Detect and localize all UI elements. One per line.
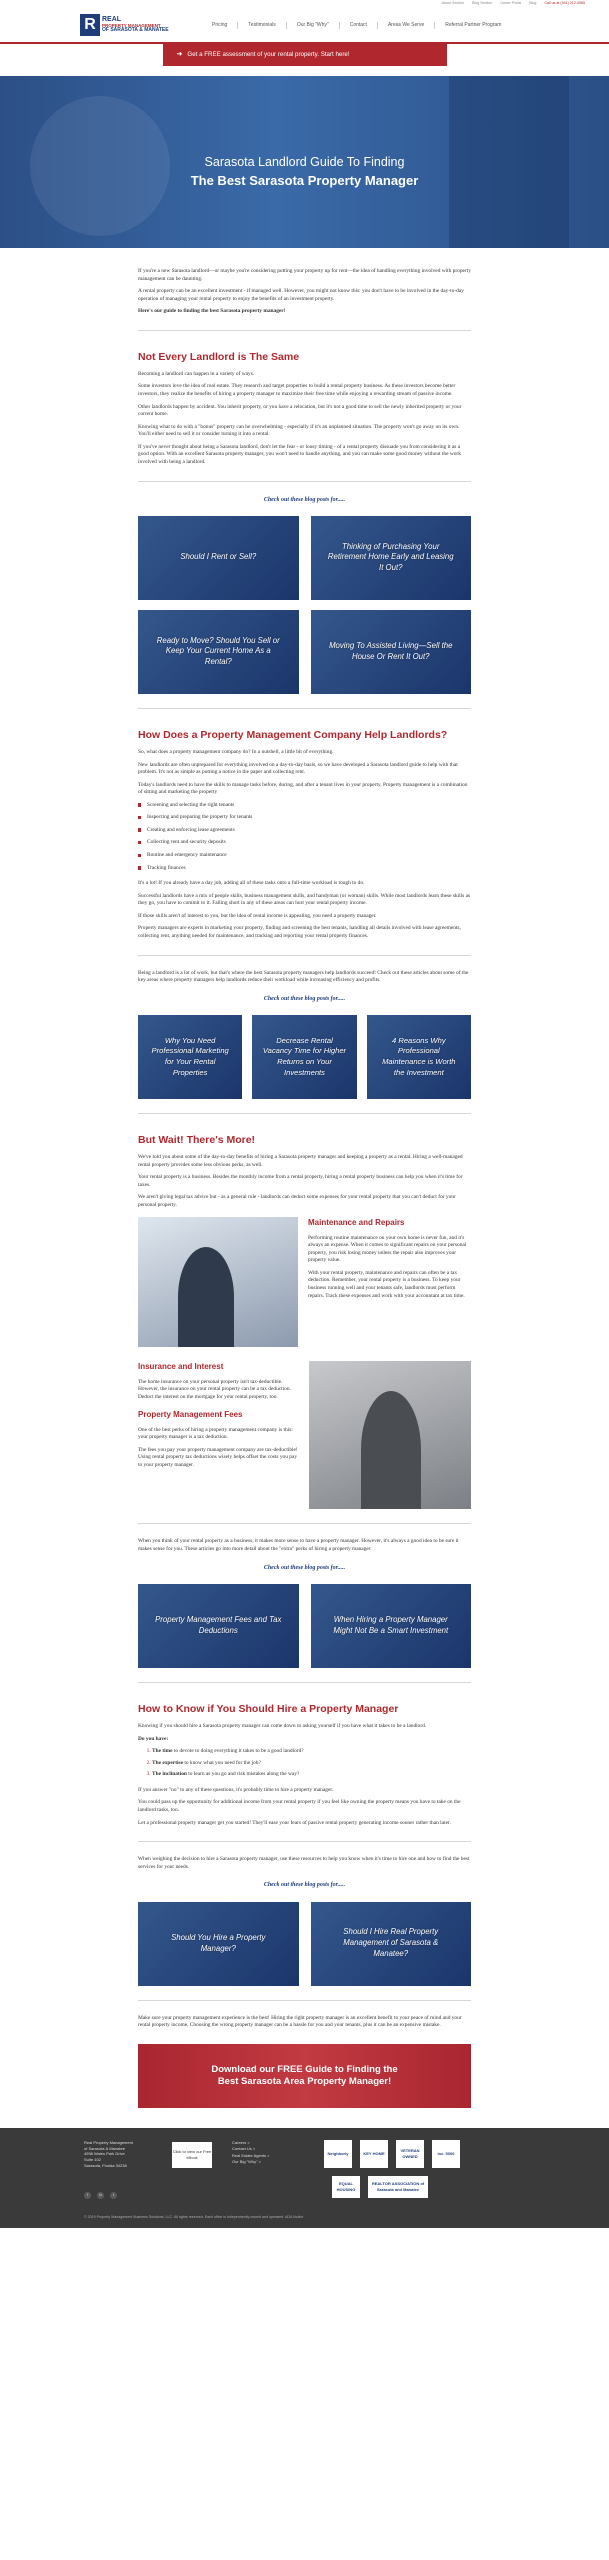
divider [138,481,471,482]
neighborly-badge: Neighborly [324,2140,352,2168]
paragraph: So, what does a property management company do? In a nutshell, a little bit of everything. [138,748,334,755]
equal-housing-icon: EQUAL HOUSING [332,2176,360,2198]
intro [138,268,471,316]
question-text: to devote to doing everything it takes to be a good landlord? [172,1748,304,1755]
subsection-title: Maintenance and Repairs [308,1218,405,1228]
logo-line1: REAL [102,16,122,24]
maintenance-text [308,1217,471,1305]
blog-posts-heading: Check out these blog posts for..... [263,1564,346,1571]
paragraph: Some investors love the idea of real estate. They research and target properties to build a rental property business. As these investors become better investors, they realize the benefits of hiring a property manager to maximize their free time while enjoying a rewarding stream of passive income. [138,383,456,397]
utility-link-about[interactable]: About Section [441,1,465,5]
paragraph: Successful landlords have a mix of people skills, business management skills, and handyman (or woman) skills. While most landlords learn these skills as they go, you have to commit to it. Falling short in any of these areas can hurt your rental property income. [138,892,471,907]
blog-tile[interactable] [311,610,472,694]
blog-tile-title: Property Management Fees and Tax Deductions [155,1615,282,1635]
paragraph: New landlords are often unprepared for everything involved on a day-to-day basis, so we have developed a Sarasota landlord guide to help with that problem. It's not as simple as putting a notice in the paper and collecting rent. [138,761,458,776]
blog-tile[interactable] [138,516,299,600]
paragraph: Other landlords happen by accident. You inherit property, or you have a relocation, but it's not a good time to sell the newly inherited property or your current home. [138,403,462,418]
social-links [84,2192,117,2199]
subsection-title: Insurance and Interest [138,1362,224,1372]
address-line: 4598 Wales Park Drive [84,2151,125,2157]
utility-link-blog-section[interactable]: Blog Section [472,1,493,5]
intro-paragraph: If you're a new Sarasota landlord—or maybe you're considering putting your property up for rent—the idea of handling everything involved with property management can be daunting. [138,268,471,282]
linkedin-icon[interactable]: in [98,2192,103,2198]
blog-tiles [138,516,471,694]
footer-links [232,2140,269,2166]
question-keyword: The expertise [152,1759,183,1766]
list-item: Creating and enforcing lease agreements [138,827,471,835]
paragraph: Performing routine maintenance on your own home is never fun, and it's always an expense. When it comes to significant repairs on your personal property, you risk losing money unless the repair also improves your property value. [308,1234,467,1264]
divider [138,955,471,956]
paragraph: Today's landlords need to have the skills to manage tasks before, during, and after a tenant lives in your property. Property management is a combination of sitting and marketing the property [138,781,468,796]
logo-line3: OF SARASOTA & MANATEE [102,27,169,34]
divider [138,708,471,709]
free-assessment-ribbon[interactable] [163,44,447,66]
question-text: to know what you need for the job? [183,1759,261,1766]
twitter-icon[interactable]: t [110,2192,117,2199]
blog-tile-title: Thinking of Purchasing Your Retirement Home Early and Leasing It Out? [327,541,454,573]
utility-link-owner-portal[interactable]: Owner Portal [500,1,522,5]
blog-tile-title: Should I Hire Real Property Management of Sarasota & Manatee? [343,1927,439,1959]
maintenance-photo [138,1217,298,1347]
paragraph: Do you have: [138,1735,169,1742]
list-item: Collecting rent and security deposits [138,839,471,847]
hero-title-line2: The Best Sarasota Property Manager [190,172,419,188]
footer-address [84,2140,133,2169]
ribbon-text: Get a FREE assessment of your rental property. Start here! [187,50,350,58]
logo-mark: R [80,14,100,36]
intro-paragraph: A rental property can be an excellent investment - if managed well. However, you might not know this: you don't have to be involved in the day-to-day operation of managing your rental property to enjoy the benefits of an investment property. [138,288,464,302]
blog-tile[interactable] [311,516,472,600]
maintenance-block [138,1217,471,1347]
footer-link-contact[interactable]: Contact Us > [232,2146,256,2152]
paragraph: It's a lot! If you already have a day job, adding all of these tasks onto a full-time workload is tough to do. [138,880,365,887]
logo[interactable] [80,14,190,36]
paragraph: With your rental property, maintenance and repairs can often be a tax deduction. Remember, your rental property is a business. To keep your business running well and your tenants safe, landlords must perform repairs. Track these expenses and work with your accountant at tax time. [308,1269,465,1299]
list-item: Routine and emergency maintenance [138,852,471,860]
blog-tile-title: Should You Hire a Property Manager? [171,1932,266,1953]
nav-item-pricing[interactable]: Pricing [202,22,238,29]
list-item: Inspecting and preparing the property for tenants [138,814,471,822]
list-item: Screening and selecting the right tenants [138,802,471,810]
photo-figure [178,1247,234,1347]
download-guide-banner[interactable] [138,2044,471,2108]
paragraph: The home insurance on your personal property isn't tax-deductible. However, the insurance on your rental property can be a tax deduction. Deduct the interest on the mortgage for your rental property, too. [138,1378,291,1400]
nav-item-testimonials[interactable]: Testimonials [238,22,287,29]
blog-tile[interactable] [138,1584,299,1668]
footer-link-agents[interactable]: Real Estate Agents > [232,2152,270,2158]
paragraph: Knowing what to do with a "bonus" property can be overwhelming - especially if it's an unplanned situation. The property won't go away on its own. You'll either need to sell it or consider turning it into a rental. [138,423,460,438]
paragraph: Knowing if you should hire a Sarasota property manager can come down to asking yourself if you have what it takes to be a landlord. [138,1723,427,1730]
paragraph: Being a landlord is a lot of work, but that's where the best Sarasota property managers help landlords succeed! Check out these articles about some of the key areas where property managers help landlords reduce their workload while increasing efficiency and profits. [138,969,469,984]
veteran-owned-badge: VETERAN OWNED [396,2140,424,2168]
utility-bar [0,0,609,8]
list-item [152,1748,471,1756]
section-title: Not Every Landlord is The Same [138,350,300,363]
paragraph: You could pass up the opportunity for additional income from your rental property if you feel like owning the property means you have to take on the landlord tasks, too. [138,1799,461,1813]
paragraph: If those skills aren't of interest to you, but the idea of rental income is appealing, you need a property manager. [138,912,377,919]
blog-tile[interactable] [138,1015,242,1099]
divider [138,2000,471,2001]
paragraph: Make sure your property management experience is the best! Hiring the right property manager is an excellent benefit to your peace of mind and your rental property income. Choosing the wrong property manager can be a hassle for you and your tenants, plus it can be an expensive mistake. [138,2014,462,2029]
intro-paragraph: Here's our guide to finding the best Sarasota property manager! [138,308,286,315]
task-list [138,802,471,872]
address-line: Suite 102 [84,2157,101,2163]
utility-phone[interactable]: Call us at (941) 212-0565 [544,1,585,5]
footer-link-careers[interactable]: Careers > [232,2139,250,2145]
blog-tile-title: 4 Reasons Why Professional Maintenance is Worth the Investment [382,1035,456,1077]
article [138,268,471,2108]
paragraph: Property managers are experts in marketing your property, finding and screening the best tenants, handling all details involved with lease agreements, collecting rent, anything needed for maintenance, and tracking and reporting your rental property finances. [138,925,461,939]
blog-tile-title: Why You Need Professional Marketing for Your Rental Properties [151,1035,229,1077]
download-line1: Download our FREE Guide to Finding the [211,2064,398,2076]
blog-tile[interactable] [311,1902,472,1986]
blog-posts-heading: Check out these blog posts for..... [263,995,346,1002]
blog-tile-title: When Hiring a Property Manager Might Not Be a Smart Investment [333,1615,449,1635]
address-line: Sarasota, Florida 34238 [84,2162,127,2168]
divider [138,1113,471,1114]
paragraph: The fees you pay your property management company are tax-deductible! Using rental property tax deductions wisely helps offset the costs you pay to your property manager. [138,1446,298,1468]
blog-tile[interactable] [138,610,299,694]
hero-title-line1: Sarasota Landlord Guide To Finding [204,155,405,169]
blog-tile-title: Moving To Assisted Living—Sell the House Or Rent It Out? [329,640,453,661]
list-item [152,1760,471,1768]
photo-figure [361,1391,421,1509]
paragraph: Your rental property is a business. Besides the monthly income from a rental property, hiring a rental property business can help you when it's time for taxes. [138,1174,463,1188]
divider [138,1682,471,1683]
insurance-block [138,1353,471,1509]
insurance-photo [309,1361,471,1509]
logo-text [102,16,169,33]
section-title: How to Know if You Should Hire a Property Manager [138,1702,399,1715]
blog-posts-heading: Check out these blog posts for..... [263,1882,346,1889]
blog-tile[interactable] [252,1015,356,1099]
paragraph: We've told you about some of the day-to-day benefits of hiring a Sarasota property manager and keeping a property as a rental. Hiring a well-managed rental property provides some less obvious perks, as well. [138,1154,463,1168]
download-line2: Best Sarasota Area Property Manager! [217,2075,392,2087]
copyright: © 2019 Property Management Business Solutions, LLC. All rights reserved. Each office is independently owned and operated. ADA Notice [84,2214,304,2219]
paragraph: If you've never thought about being a Sarasota landlord, don't let the fear - or lousy timing - of a rental property dissuade you from considering it as a good option. With an excellent Sarasota property manager, you won't need to handle anything, and you can make some good money without the work involved with being a landlord. [138,443,461,465]
divider [138,1523,471,1524]
address-line: Real Property Management [84,2139,133,2145]
nav-item-areas[interactable]: Areas We Serve [378,22,435,29]
address-line: of Sarasota & Manatee [84,2145,125,2151]
question-keyword: The time [152,1748,173,1755]
questions-list [152,1748,471,1779]
nav-item-our-big-why[interactable]: Our Big "Why" [287,22,340,29]
inc-5000-badge: Inc. 5000 [432,2140,460,2168]
paragraph: One of the best perks of hiring a property management company is this: your property manager is a tax deduction. [138,1426,293,1441]
section-title: How Does a Property Management Company Help Landlords? [138,728,448,741]
footer-link-why[interactable]: Our Big "Why" > [232,2158,261,2164]
blog-tile-title: Should I Rent or Sell? [180,552,257,562]
footer-badges [324,2140,460,2168]
arrow-icon: ➜ [176,51,183,59]
site-header [0,8,609,42]
insurance-text [138,1353,299,1474]
paragraph: We aren't giving legal tax advice but - as a general rule - landlords can deduct some expenses for your rental property that you can't deduct for your personal property. [138,1194,456,1208]
divider [138,1841,471,1842]
question-keyword: The inclination [152,1771,187,1778]
key-home-badge: KEY HOME [360,2140,388,2168]
paragraph: Let a professional property manager get you started! They'll ease your fears of passive rental property generating income sooner rather than later. [138,1819,451,1826]
footer-badges-secondary [332,2176,428,2198]
blog-tiles [138,1902,471,1986]
facebook-icon[interactable]: f [84,2192,91,2199]
ebook-button[interactable]: Click to view our Free eBook [172,2142,212,2168]
blog-tile[interactable] [138,1902,299,1986]
subsection-title: Property Management Fees [138,1410,243,1420]
paragraph: When you think of your rental property as a business, it makes more sense to have a property manager. However, it's always a good idea to be sure it makes sense for you. These articles go into more detail about the "extra" perks of hiring a property manager. [138,1538,459,1553]
paragraph: Becoming a landlord can happen in a variety of ways. [138,370,255,377]
site-footer [0,2128,609,2228]
logo-line2: PROPERTY MANAGEMENT [102,22,161,28]
realtor-association-badge: REALTOR ASSOCIATION of Sarasota and Manatee [368,2176,428,2198]
hero-banner [0,76,609,248]
divider [138,330,471,331]
list-item: Tracking finances [138,865,471,873]
blog-tile-title: Decrease Rental Vacancy Time for Higher Returns on Your Investments [262,1035,347,1077]
blog-tile-title: Ready to Move? Should You Sell or Keep Your Current Home As a Rental? [156,635,280,667]
utility-link-blog[interactable]: Blog [529,1,537,5]
blog-tiles [138,1015,471,1099]
nav-item-contact[interactable]: Contact [340,22,378,29]
section-title: But Wait! There's More! [138,1134,256,1147]
list-item [152,1771,471,1779]
nav-item-referral[interactable]: Referral Partner Program [445,21,502,28]
question-text: to learn as you go and risk mistakes along the way? [186,1771,300,1778]
paragraph: If you answer "no" to any of these questions, it's probably time to hire a property manager. [138,1786,334,1793]
blog-tiles [138,1584,471,1668]
paragraph: When weighing the decision to hire a Sarasota property manager, use these resources to help you know when it's time to hire one and how to find the best services for your needs. [138,1856,470,1870]
blog-posts-heading: Check out these blog posts for..... [263,496,346,503]
blog-tile[interactable] [367,1015,471,1099]
blog-tile[interactable] [311,1584,472,1668]
main-nav [202,22,511,29]
